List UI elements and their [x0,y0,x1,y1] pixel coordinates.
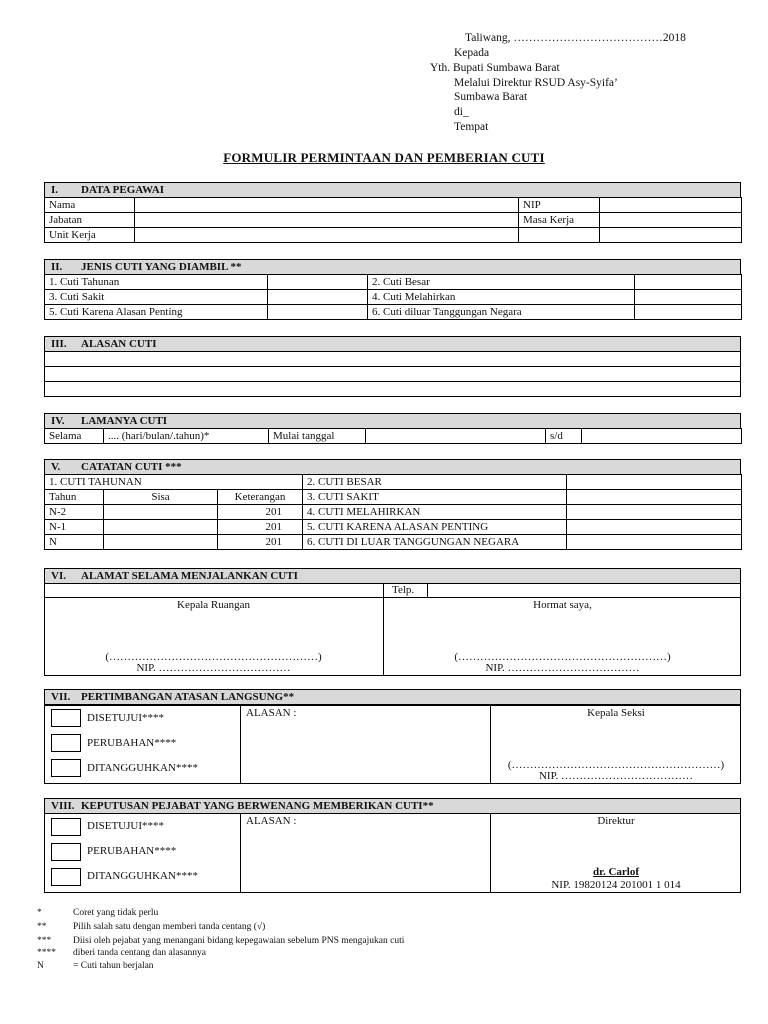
section-8-title: KEPUTUSAN PEJABAT YANG BERWENANG MEMBERIKAN CUTI** [81,800,434,812]
footnote-2 [37,920,265,934]
table-row [45,228,742,243]
notes-right-1: 2. CUTI BESAR [303,475,567,490]
section-4-header [44,413,741,429]
supervisor-approve-label: DISETUJUI**** [87,712,164,724]
keterangan-cell: 201 [218,535,303,550]
addressee-di: di_ [454,106,469,118]
leave-type-6: 6. Cuti diluar Tanggungan Negara [368,305,635,320]
leave-type-table [44,274,742,320]
jabatan-label: Jabatan [45,213,135,228]
table-row [45,290,742,305]
leave-type-5-check[interactable] [268,305,368,320]
keterangan-cell: 201 [218,505,303,520]
leave-reason-table [44,351,741,397]
footnote-5 [37,959,154,973]
tahun-cell: N [45,535,104,550]
section-1-header [44,182,741,198]
direktur-label: Direktur [597,815,635,827]
section-1-number: I. [51,184,59,196]
start-date-field[interactable] [366,429,546,444]
leave-type-4-check[interactable] [635,290,742,305]
direktur-nip: NIP. 19820124 201001 1 014 [551,879,681,891]
section-3-number: III. [51,338,67,350]
col-sisa: Sisa [104,490,218,505]
section-2-title: JENIS CUTI YANG DIAMBIL ** [81,261,242,273]
footnote-text: Coret yang tidak perlu [73,908,159,918]
kepala-seksi-sign-line: (…………………………………………………) [507,759,725,771]
table-row [45,429,742,444]
telp-label: Telp. [392,584,415,596]
footnote-1 [37,906,158,920]
table-row [45,535,742,550]
leave-type-2: 2. Cuti Besar [368,275,635,290]
section-4-title: LAMANYA CUTI [81,415,168,427]
official-defer-checkbox[interactable] [51,868,81,886]
footnote-key: * [37,908,42,918]
official-alasan-label: ALASAN : [246,815,297,827]
section-6-title: ALAMAT SELAMA MENJALANKAN CUTI [81,570,298,582]
tahun-cell: N-2 [45,505,104,520]
employee-data-table [44,197,742,243]
table-row [45,275,742,290]
reason-line-3[interactable] [45,382,741,397]
official-alasan-field[interactable] [300,814,486,889]
nip-label: NIP [519,198,600,213]
mulai-tanggal-label: Mulai tanggal [269,429,366,444]
official-defer-label: DITANGGUHKAN**** [87,870,198,882]
section-5-header [44,459,741,475]
table-row [45,198,742,213]
addressee-kepada: Kepada [454,47,490,59]
official-change-label: PERUBAHAN**** [87,845,177,857]
nip-field[interactable] [600,198,742,213]
kepala-ruangan-sign-line: (…………………………………………………) [105,651,322,663]
table-row [45,505,742,520]
unit-kerja-field[interactable] [135,228,519,243]
footnote-key: ** [37,922,47,932]
footnote-text: Pilih salah satu dengan memberi tanda centang (√) [73,922,266,932]
keterangan-cell: 201 [218,520,303,535]
supervisor-defer-label: DITANGGUHKAN**** [87,762,198,774]
official-approve-label: DISETUJUI**** [87,820,164,832]
section-6-number: VI. [51,570,66,582]
notes-right-2-value[interactable] [567,490,742,505]
table-row [45,305,742,320]
section-4-number: IV. [51,415,65,427]
footnote-key: **** [37,948,56,958]
form-title: FORMULIR PERMINTAAN DAN PEMBERIAN CUTI [223,150,545,165]
addressee-yth: Yth. Bupati Sumbawa Barat [430,62,560,74]
section-2-number: II. [51,261,63,273]
unit-kerja-extra-field[interactable] [519,228,600,243]
leave-notes-table [44,474,742,550]
notes-right-4: 5. CUTI KARENA ALASAN PENTING [303,520,567,535]
place-date: Taliwang, …………………………………2018 [465,32,686,44]
table-row [45,490,742,505]
supervisor-defer-checkbox[interactable] [51,759,81,777]
section-5-title: CATATAN CUTI *** [81,461,182,473]
jabatan-field[interactable] [135,213,519,228]
direktur-name: dr. Carlof [592,866,640,878]
section-8-header [44,798,741,814]
supervisor-approve-checkbox[interactable] [51,709,81,727]
leave-type-3: 3. Cuti Sakit [45,290,268,305]
section-8-number: VIII. [51,800,75,812]
col-tahun: Tahun [45,490,104,505]
table-row [45,520,742,535]
footnote-text: Diisi oleh pejabat yang menangani bidang kepegawaian sebelum PNS mengajukan cuti [73,936,405,946]
leave-type-5: 5. Cuti Karena Alasan Penting [45,305,268,320]
kepala-ruangan-nip: NIP. ……………………………… [136,662,291,674]
nama-label: Nama [45,198,135,213]
masa-kerja-field[interactable] [600,213,742,228]
addressee-tempat: Tempat [454,121,489,133]
notes-right-3: 4. CUTI MELAHIRKAN [303,505,567,520]
section-5-number: V. [51,461,61,473]
reason-line-1[interactable] [45,352,741,367]
leave-duration-table [44,428,742,444]
notes-right-1-value[interactable] [567,475,742,490]
table-row [45,352,741,367]
section-7-title: PERTIMBANGAN ATASAN LANGSUNG** [81,691,295,703]
sisa-cell[interactable] [104,535,218,550]
official-divider-1 [240,813,241,893]
masa-kerja-label: Masa Kerja [519,213,600,228]
section-2-header [44,259,741,275]
addressee-melalui: Melalui Direktur RSUD Asy-Syifa’ [454,77,618,89]
col-keterangan: Keterangan [218,490,303,505]
supervisor-change-label: PERUBAHAN**** [87,737,177,749]
hormat-saya-label: Hormat saya, [533,599,592,611]
supervisor-divider-1 [240,705,241,784]
table-row [45,382,741,397]
table-row [45,475,742,490]
selama-label: Selama [45,429,104,444]
notes-right-2: 3. CUTI SAKIT [303,490,567,505]
duration-field[interactable]: .... (hari/bulan/.tahun)* [104,429,269,444]
cuti-tahunan-label: 1. CUTI TAHUNAN [45,475,303,490]
supervisor-change-checkbox[interactable] [51,734,81,752]
sisa-cell[interactable] [104,505,218,520]
reason-line-2[interactable] [45,367,741,382]
notes-right-5-value[interactable] [567,535,742,550]
end-date-field[interactable] [582,429,742,444]
section-6-header [44,568,741,584]
section-7-header [44,689,741,705]
addressee-region: Sumbawa Barat [454,91,528,103]
footnote-text: diberi tanda centang dan alasannya [73,948,206,958]
unit-kerja-label: Unit Kerja [45,228,135,243]
official-change-checkbox[interactable] [51,843,81,861]
leave-type-1: 1. Cuti Tahunan [45,275,268,290]
applicant-nip: NIP. ……………………………… [485,662,640,674]
tahun-cell: N-1 [45,520,104,535]
table-row [45,213,742,228]
official-approve-checkbox[interactable] [51,818,81,836]
address-field[interactable] [44,583,383,597]
sd-label: s/d [546,429,582,444]
supervisor-alasan-label: ALASAN : [246,707,297,719]
section-7-number: VII. [51,691,71,703]
leave-type-2-check[interactable] [635,275,742,290]
supervisor-alasan-field[interactable] [300,706,486,780]
unit-kerja-extra-field-2[interactable] [600,228,742,243]
notes-right-3-value[interactable] [567,505,742,520]
leave-type-1-check[interactable] [268,275,368,290]
applicant-sign-line: (…………………………………………………) [454,651,671,663]
footnote-key: *** [37,936,52,946]
kepala-seksi-label: Kepala Seksi [587,707,645,719]
leave-type-3-check[interactable] [268,290,368,305]
notes-right-4-value[interactable] [567,520,742,535]
footnote-text: = Cuti tahun berjalan [73,961,154,971]
notes-right-5: 6. CUTI DI LUAR TANGGUNGAN NEGARA [303,535,567,550]
section-3-header [44,336,741,352]
footnote-4 [37,946,206,960]
kepala-ruangan-label: Kepala Ruangan [177,599,250,611]
footnote-key: N [37,961,44,971]
leave-type-4: 4. Cuti Melahirkan [368,290,635,305]
telp-field[interactable] [428,583,741,597]
sisa-cell[interactable] [104,520,218,535]
kepala-seksi-nip: NIP. ……………………………… [538,770,693,782]
section-3-title: ALASAN CUTI [81,338,157,350]
section-1-title: DATA PEGAWAI [81,184,165,196]
leave-type-6-check[interactable] [635,305,742,320]
nama-field[interactable] [135,198,519,213]
table-row [45,367,741,382]
